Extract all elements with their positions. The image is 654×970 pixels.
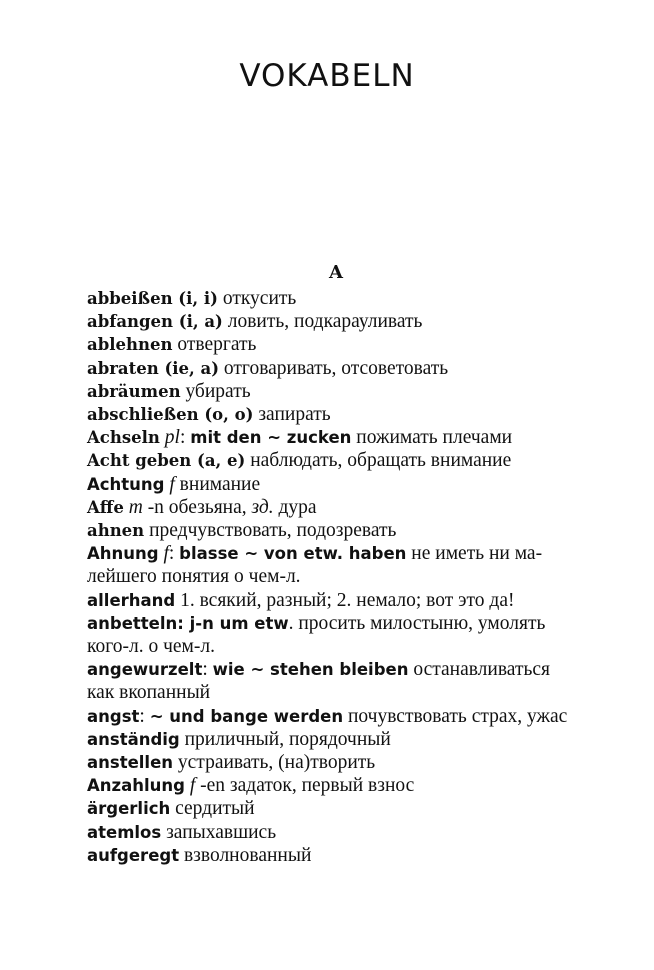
list-item [87,426,597,449]
translation: останавливаться [408,659,550,681]
separator: : [139,705,150,727]
separator: : [202,659,213,681]
entry-list [87,287,597,867]
headword: ahnen [87,521,145,541]
phrase: blasse ~ von etw. haben [179,544,407,564]
translation: ловить, подкарауливать [222,311,423,333]
list-item [87,589,597,612]
translation: отвергать [172,334,257,356]
headword: angewurzelt [87,660,203,680]
grammar-mark: зд. [251,496,274,518]
phrase: mit den ~ zucken [190,428,352,448]
list-item [87,612,597,658]
grammar-mark: f [184,775,196,797]
list-item [87,542,597,588]
translation: устраивать, (на)творить [173,752,376,774]
headword: Achseln [87,428,160,448]
phrase: wie ~ stehen bleiben [212,660,409,680]
list-item [87,751,597,774]
list-item [87,705,597,728]
headword: Affe [87,497,124,517]
translation: почувствовать страх, ужас [343,705,568,727]
grammar-mark: m [123,496,143,518]
translation: не иметь ни ма- [406,543,543,565]
page-title: VOKABELN [239,58,415,94]
headword: abfangen (i, a) [87,312,223,332]
headword: atemlos [87,822,162,842]
translation: запыхавшись [161,821,277,843]
translation-continuation: кого-л. о чем-л. [87,636,215,658]
translation: запирать [253,404,331,426]
headword: aufgeregt [87,845,180,865]
headword: anstellen [87,753,174,773]
translation: убирать [180,380,251,402]
headword: ablehnen [87,335,173,355]
headword: allerhand [87,590,176,610]
list-item [87,449,597,472]
headword: abraten (ie, a) [87,358,220,378]
separator: : [168,543,180,565]
translation: отговаривать, отсоветовать [219,357,449,379]
translation-continuation: лейшего понятия о чем-л. [87,566,301,588]
headword: Achtung [87,474,165,494]
headword: anbetteln: [87,613,184,633]
headword: abräumen [87,381,181,401]
list-item [87,519,597,542]
headword: ärgerlich [87,799,171,819]
letter-heading: A [329,262,343,283]
list-item [87,658,597,704]
list-item [87,821,597,844]
translation: сердитый [170,798,255,820]
translation-continuation: как вкопанный [87,682,211,704]
phrase: j-n um etw [183,613,289,633]
list-item [87,844,597,867]
list-item [87,380,597,403]
list-item [87,774,597,797]
grammar-mark: f [158,543,169,565]
list-item [87,333,597,356]
translation: приличный, порядочный [179,728,391,750]
list-item [87,287,597,310]
list-item [87,496,597,519]
list-item [87,473,597,496]
translation: . просить милостыню, умолять [288,612,546,634]
translation: внимание [174,473,261,495]
list-item [87,797,597,820]
headword: abbeißen (i, i) [87,289,218,308]
separator: : [179,427,191,449]
headword: Anzahlung [87,776,185,796]
translation: наблюдать, обращать внимание [245,450,512,472]
translation: -en задаток, первый взнос [195,775,415,797]
translation: взволнованный [179,844,312,866]
phrase: ~ und bange werden [149,706,344,726]
headword: angst [87,706,140,726]
grammar-mark: f [164,473,175,495]
translation: пожимать плечами [351,427,513,449]
translation: откусить [217,288,297,309]
headword: Ahnung [87,544,159,564]
grammar-mark: pl [159,427,180,449]
list-item [87,357,597,380]
list-item [87,403,597,426]
headword: anständig [87,729,180,749]
list-item [87,310,597,333]
translation: -n обезьяна, [142,496,252,518]
translation: предчувствовать, подозревать [144,520,397,542]
headword: abschließen (o, o) [87,405,254,425]
translation: дура [273,496,317,518]
translation: 1. всякий, разный; 2. немало; вот это да! [175,589,515,611]
list-item [87,728,597,751]
headword: Acht geben (a, e) [87,451,246,471]
